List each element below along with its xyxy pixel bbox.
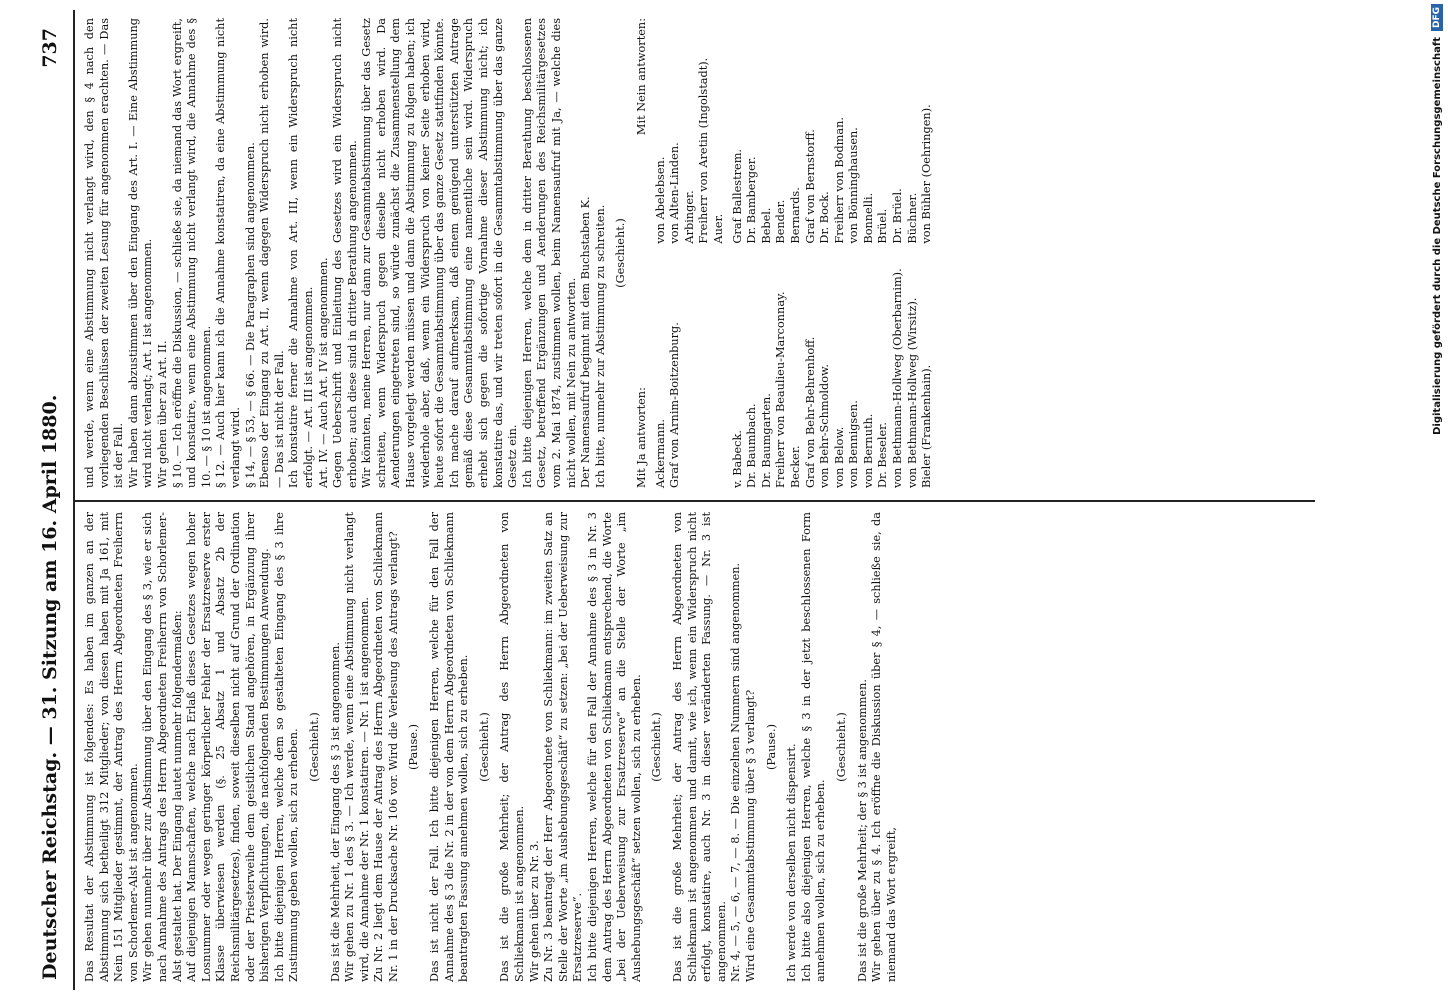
paragraph: Wir gehen nunmehr über zur Abstimmung über den Eingang des § 3, wie er sich nach Annahme des Antrags des Herrn Abgeordneten Freiherrn von Schorlemer-Alst gestaltet hat. Der Eingang lautet nunmehr folgendermaßen: [141, 512, 184, 982]
voter-name: von Bennigsen. [847, 400, 861, 488]
stage-direction: (Geschieht.) [477, 712, 491, 782]
paragraph: Ich bitte diejenigen Herren, welche dem in dritter Berathung beschlossenen Gesetz, betreffend Ergänzungen und Aenderungen des Reichsmilitärgesetzes vom 2. Mai 1874, zustimmen wollen, beim Namensaufruf mit Ja, — welche dies nicht wollen, mit Nein zu antworten. [520, 18, 578, 488]
voter-name: v. Babeck. [730, 430, 744, 488]
voter-name: Bernards. [788, 187, 802, 244]
paragraph: § 12. — Auch hier kann ich die Annahme konstatiren, da eine Abstimmung nicht verlangt wird. [214, 18, 242, 488]
paragraph: Das ist nicht der Fall. Ich bitte diejenigen Herren, welche für den Fall der Annahme des § 3 die Nr. 2 in der von dem Herrn Abgeordneten von Schliekmann beantragten Fassung annehmen wollen, sich zu erheben. [428, 512, 471, 982]
voter-name: Graf von Bernstorff. [803, 129, 817, 244]
voter-name: Bieler (Frankenhain). [920, 364, 934, 488]
dfg-logo: DFG [1431, 4, 1443, 31]
stage-direction: (Pause.) [764, 724, 778, 770]
paragraph: Ich werde von derselben nicht dispensirt. [785, 743, 799, 982]
vote-list-block-1 [654, 18, 727, 488]
page-number: 737 [39, 28, 61, 68]
paragraph: Das ist die große Mehrheit; der Antrag des Herrn Abgeordneten von Schliekmann ist angenommen und damit, wie ich, wenn ein Widerspruch nicht erfolgt, konstatire, auch Nr. 3 in dieser veränderten Fassung. — Nr. 3 ist angenommen. [670, 512, 728, 982]
voter-name: Dr. Bock. [818, 191, 832, 244]
voter-name: Brüel. [876, 208, 890, 244]
voter-name: von Below. [832, 426, 846, 488]
voter-name: von Bernuth. [861, 413, 875, 488]
voter-name: von Bönninghausen. [847, 127, 861, 244]
ja-list [654, 262, 727, 488]
ja-label: Mit Ja antworten: [634, 387, 648, 488]
paragraph: Das ist die große Mehrheit; der § 3 ist angenommen. [855, 679, 869, 982]
voter-name: von Bethmann-Hollweg (Wirsitz). [905, 297, 919, 488]
paragraph: Wir gehen über zu § 4. Ich eröffne die Diskussion über § 4, — schließe sie, da niemand das Wort ergreift, [870, 512, 898, 982]
voter-name: Dr. Baumgarten. [759, 393, 773, 488]
paragraph: Das ist die Mehrheit, der Eingang des § 3 ist angenommen. [328, 641, 342, 982]
ja-list [731, 262, 935, 488]
voter-name: Becker. [788, 445, 802, 488]
voter-name: von Behr-Schmoldow. [818, 364, 832, 488]
voter-name: Freiherr von Aretin (Ingolstadt). [697, 57, 711, 244]
voter-name: Freiherr von Bodman. [832, 117, 846, 244]
paragraph: Der Namensaufruf beginnt mit dem Buchstaben K. [579, 196, 593, 488]
voter-name: Büchner. [905, 192, 919, 244]
voter-name: Freiherr von Beaulieu-Marconnay. [774, 291, 788, 488]
right-column [83, 18, 935, 488]
voter-name: Bebel. [759, 207, 773, 244]
voter-name: Graf von Behr-Behrenhoff. [803, 336, 817, 488]
voter-name: von Alten-Linden. [668, 142, 682, 244]
voter-name: Arbinger. [682, 190, 696, 244]
dfg-credit-strip [1404, 4, 1443, 994]
voter-name: Bonnelli. [861, 192, 875, 244]
paragraph: Auf diejenigen Mannschaften, welche nach Erlaß dieses Gesetzes wegen hoher Losnummer oder wegen geringer körperlicher Fehler der Ersatzreserve erster Klasse überwiesen werden (§. 25 Absatz 1 und Absatz 2b der Reichsmilitärgesetzes), finden, soweit dieselben nicht auf Grund der Ordination oder der Priesterweihe dem geistlichen Stand angehören, in Ergänzung ihrer bisherigen Verpflichtungen, die nachfolgenden Bestimmungen Anwendung. [185, 512, 272, 982]
paragraph: Das Resultat der Abstimmung ist folgendes: Es haben im ganzen an der Abstimmung sich betheiligt 312 Mitglieder; von diesen haben mit Ja 161, mit Nein 151 Mitglieder gestimmt, der Antrag des Herrn Abgeordneten Freiherrn von Schorlemer-Alst ist angenommen. [83, 512, 140, 982]
voter-name: Auer. [711, 213, 725, 244]
paragraph: Ebenso der Eingang zu Art. II, wenn dagegen Widerspruch nicht erhoben wird. — Das ist nicht der Fall. [258, 18, 286, 488]
voter-name: Dr. Brüel. [891, 188, 905, 244]
document-page [35, 10, 1335, 990]
paragraph: Nr. 4, — 5, — 6, — 7, — 8. — Die einzelnen Nummern sind angenommen. [729, 562, 743, 982]
paragraph: und werde, wenn eine Abstimmung nicht verlangt wird, den § 4 nach den vorliegenden Beschlüssen der zweiten Lesung für angenommen erachten. — Das ist der Fall. [83, 18, 126, 488]
paragraph: Zu Nr. 3 beantragt der Herr Abgeordnete von Schliekmann: im zweiten Satz an Stelle der Worte „im Aushebungsgeschäft“ zu setzen: „bei der Ueberweisung zur Ersatzreserve“. [542, 512, 585, 982]
paragraph: Zu Nr. 2 liegt dem Hause der Antrag des Herrn Abgeordneten von Schliekmann Nr. 1 in der Drucksache Nr. 106 vor. Wird die Verlesung des Antrags verlangt? [372, 512, 400, 982]
nein-list [654, 18, 727, 244]
paragraph: Ich bitte diejenigen Herren, welche für den Fall der Annahme des § 3 in Nr. 3 dem Antrag des Herrn Abgeordneten von Schliekmann entsprechend, die Worte „bei der Ueberweisung zur Ersatzreserve“ an die Stelle der Worte „im Aushebungsgeschäft“ setzen wollen, sich zu erheben. [586, 512, 643, 982]
paragraph: Wir gehen über zu Art. II. [155, 340, 169, 488]
stage-direction: (Geschieht.) [834, 712, 848, 782]
paragraph: Ich konstatire ferner die Annahme von Art. III, wenn ein Widerspruch nicht erfolgt. — Art. III ist angenommen. [287, 18, 315, 488]
voter-name: Graf Ballestrem. [730, 148, 744, 244]
voter-name: Bender. [774, 199, 788, 244]
paragraph: Wir gehen zu Nr. 1 des § 3. — Ich werde, wenn eine Abstimmung nicht verlangt wird, die Annahme der Nr. 1 konstatiren. — Nr. 1 ist angenommen. [343, 512, 371, 982]
nein-label: Mit Nein antworten: [634, 18, 648, 136]
paragraph: Wir gehen über zu Nr. 3. [527, 840, 541, 982]
stage-direction: (Geschieht.) [614, 218, 628, 288]
vote-list-block-2 [731, 18, 935, 488]
paragraph: Wird eine Gesammtabstimmung über § 3 verlangt? [743, 689, 757, 982]
paragraph: Gegen Ueberschrift und Einleitung des Gesetzes wird ein Widerspruch nicht erhoben; auch diese sind in dritter Berathung angenommen. [331, 18, 359, 488]
voter-name: Ackermann. [653, 418, 667, 488]
page-header [39, 10, 71, 990]
paragraph: § 10. — Ich eröffne die Diskussion, — schließe sie, da niemand das Wort ergreift, und konstatire, wenn eine Abstimmung nicht verlangt wird, die Annahme des § 10. — § 10 ist angenommen. [170, 18, 213, 488]
running-title: Deutscher Reichstag. — 31. Sitzung am 16. April 1880. [39, 394, 61, 980]
paragraph: Wir könnten, meine Herren, nur dann zur Gesammtabstimmung über das Gesetz schreiten, wenn Widerspruch gegen dieselbe nicht erhoben wird. Da Aenderungen eingetreten sind, so würde zunächst die Zusammenstellung dem Hause vorgelegt werden müssen und dann die Abstimmung zu folgen haben; ich wiederhole aber, daß, wenn ein Widerspruch von keiner Seite erhoben wird, heute sofort die Gesammtabstimmung über das ganze Gesetz stattfinden könnte. Ich mache darauf aufmerksam, daß einem genügend unterstützten Antrage gemäß diese Gesammtabstimmung eine namentliche sein wird. Widerspruch erhebt sich gegen die sofortige Vornahme dieser Abstimmung nicht; ich konstatire das, und wir treten sofort in die Gesammtabstimmung über das ganze Gesetz ein. [360, 18, 520, 488]
paragraph: Ich bitte diejenigen Herren, welche dem so gestalteten Eingang des § 3 ihre Zustimmung geben wollen, sich zu erheben. [272, 512, 301, 982]
nein-list [731, 18, 935, 244]
paragraph: Wir haben dann abzustimmen über den Eingang des Art. I. — Eine Abstimmung wird nicht verlangt; Art. I ist angenommen. [126, 18, 155, 488]
voter-name: von Bühler (Oehringen). [920, 104, 934, 244]
stage-direction: (Geschieht.) [307, 712, 321, 782]
voter-name: Graf von Arnim-Boitzenburg. [668, 322, 682, 488]
column-divider [75, 500, 1315, 502]
voter-name: Dr. Beseler. [876, 422, 890, 488]
paragraph: Art. IV. — Auch Art. IV ist angenommen. [316, 257, 330, 488]
voter-name: Dr. Bamberger. [745, 156, 759, 244]
voter-name: von Abelebsen. [653, 156, 667, 244]
voter-name: von Bethmann-Hollweg (Oberbarnim). [891, 268, 905, 488]
paragraph: Das ist die große Mehrheit; der Antrag des Herrn Abgeordneten von Schliekmann ist angenommen. [498, 512, 527, 982]
voter-name: Dr. Baumbach. [745, 403, 759, 488]
left-column [83, 512, 899, 982]
paragraph: Ich bitte also diejenigen Herren, welche § 3 in der jetzt beschlossenen Form annehmen wollen, sich zu erheben. [799, 512, 828, 982]
paragraph: § 14, — § 53, — § 66. — Die Paragraphen sind angenommen. [243, 142, 257, 488]
stage-direction: (Geschieht.) [650, 712, 664, 782]
stage-direction: (Pause.) [407, 724, 421, 770]
dfg-credit-text: Digitalisierung gefördert durch die Deutsche Forschungsgemeinschaft [1431, 37, 1443, 435]
vote-header [635, 18, 650, 488]
paragraph: Ich bitte, nunmehr zur Abstimmung zu schreiten. [593, 204, 607, 488]
